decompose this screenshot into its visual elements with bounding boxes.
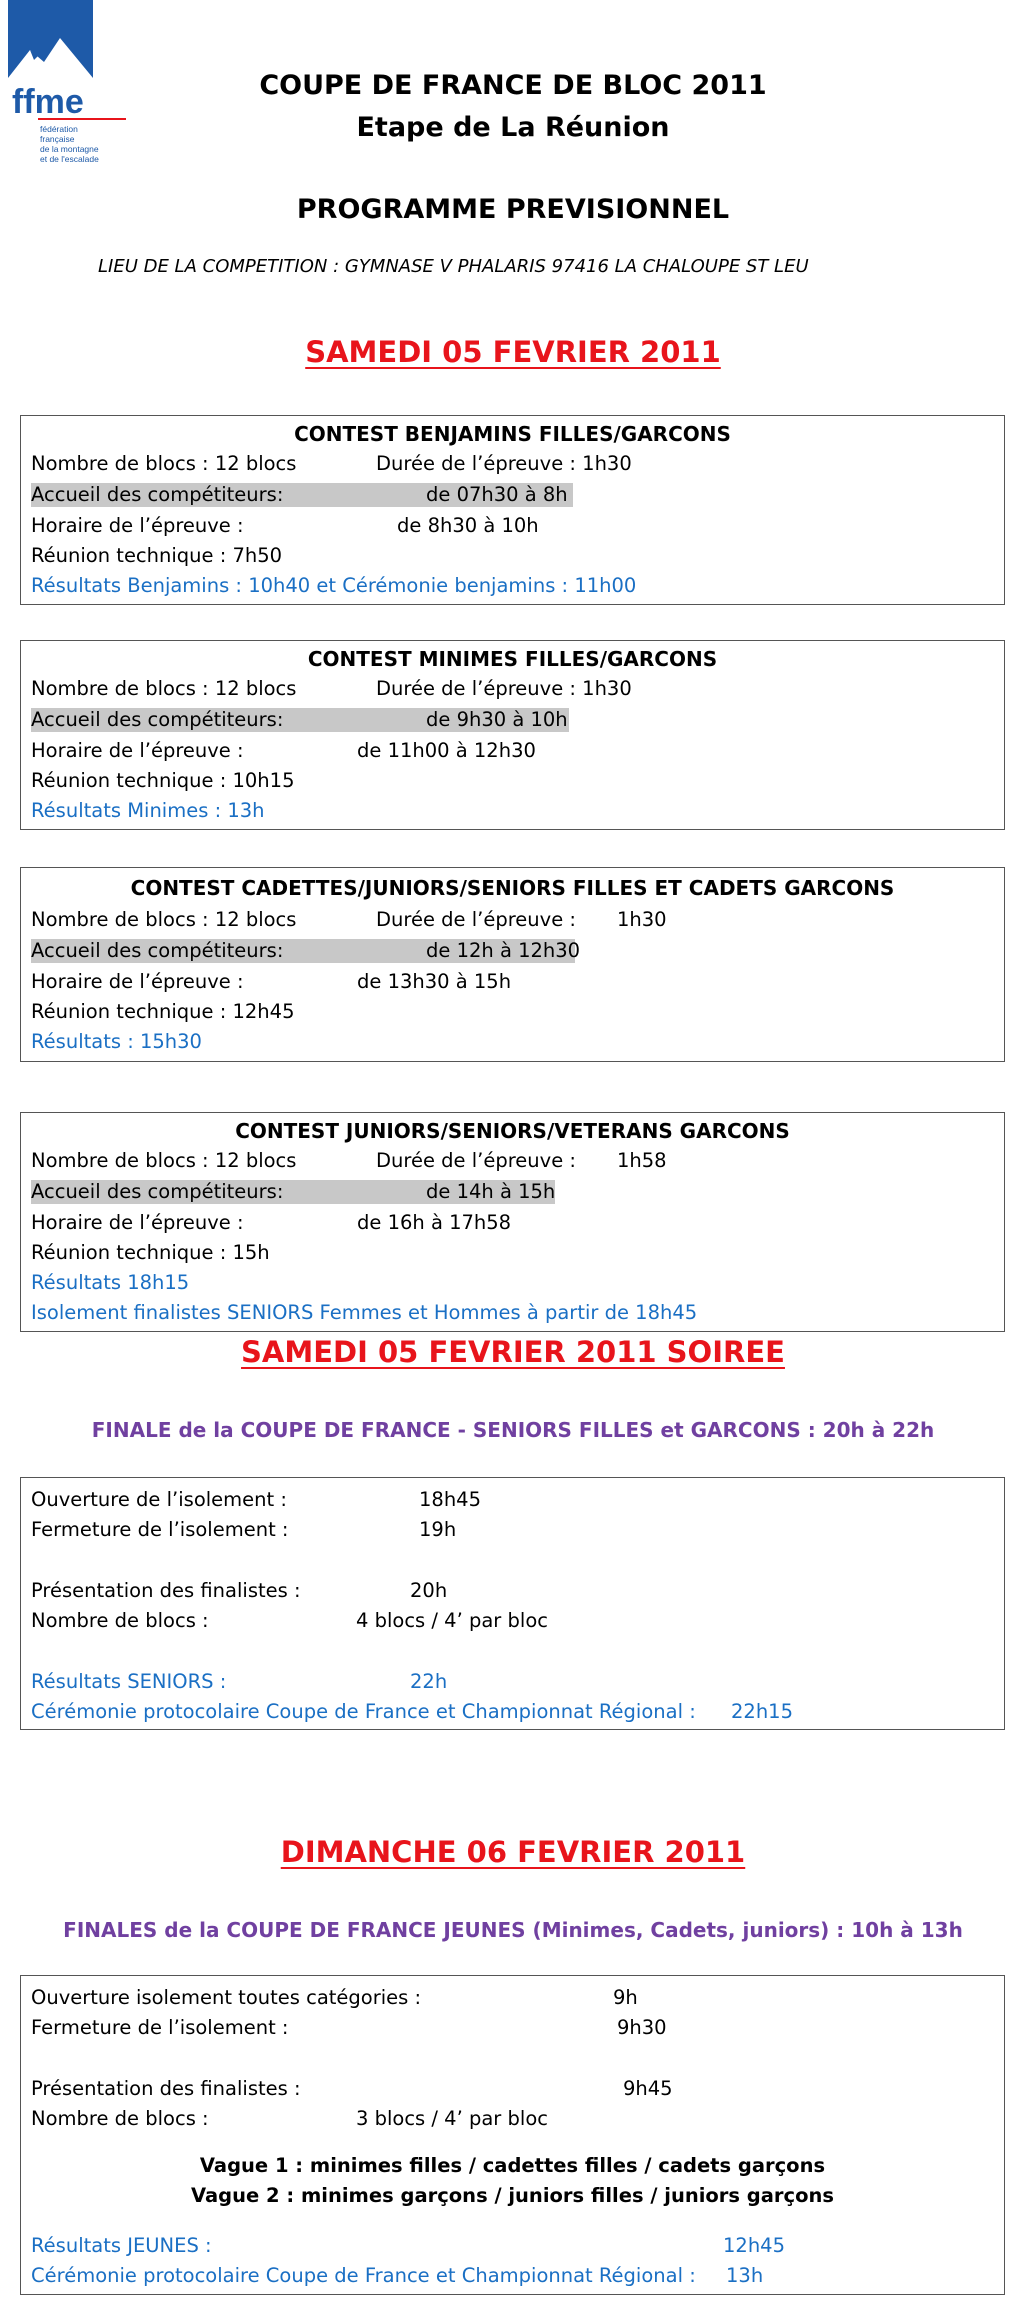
dimanche-box [20, 1975, 1005, 2295]
horaire-time: de 16h à 17h58 [357, 1211, 512, 1234]
contest-box-minimes [20, 640, 1005, 830]
resultats-line: Résultats : 15h30 [31, 1030, 202, 1053]
resultats-line: Résultats Minimes : 13h [31, 799, 265, 822]
horaire-time: de 11h00 à 12h30 [357, 739, 536, 762]
contest-box-cadettes [20, 867, 1005, 1062]
epreuve-duration: Durée de l’épreuve : [376, 908, 576, 931]
ceremonie-label: Cérémonie protocolaire Coupe de France et Championnat Régional : [31, 1700, 696, 1723]
epreuve-duration: Durée de l’épreuve : 1h30 [376, 452, 632, 475]
accueil-time: de 9h30 à 10h [426, 708, 568, 731]
vague-1: Vague 1 : minimes filles / cadettes filles / cadets garçons [199, 2154, 826, 2177]
accueil-time: de 07h30 à 8h [426, 483, 568, 506]
accueil-label: Accueil des compétiteurs: [31, 1180, 284, 1203]
epreuve-duration-value: 1h30 [617, 908, 667, 931]
presentation-label: Présentation des finalistes : [31, 2077, 301, 2100]
logo-line: et de l'escalade [40, 154, 99, 164]
resultats-line: Résultats Benjamins : 10h40 et Cérémonie benjamins : 11h00 [31, 574, 637, 597]
fermeture-time: 19h [419, 1518, 457, 1541]
epreuve-duration: Durée de l’épreuve : 1h30 [376, 677, 632, 700]
logo-line: fédération [40, 124, 78, 134]
resultats-time: 12h45 [723, 2234, 785, 2257]
soiree-box [20, 1477, 1005, 1730]
ceremonie-label: Cérémonie protocolaire Coupe de France et Championnat Régional : [31, 2264, 696, 2287]
contest-title: CONTEST MINIMES FILLES/GARCONS [307, 647, 718, 671]
horaire-label: Horaire de l’épreuve : [31, 970, 244, 993]
ouverture-label: Ouverture de l’isolement : [31, 1488, 287, 1511]
blocs-count: Nombre de blocs : 12 blocs [31, 677, 297, 700]
reunion-technique: Réunion technique : 15h [31, 1241, 270, 1264]
resultats-time: 22h [410, 1670, 448, 1693]
ceremonie-time: 13h [726, 2264, 764, 2287]
logo-line: de la montagne [40, 144, 99, 154]
dimanche-final-heading: FINALES de la COUPE DE FRANCE JEUNES (Minimes, Cadets, juniors) : 10h à 13h [63, 1918, 963, 1942]
day1-heading: SAMEDI 05 FEVRIER 2011 [305, 335, 721, 369]
horaire-label: Horaire de l’épreuve : [31, 514, 244, 537]
fermeture-time: 9h30 [617, 2016, 667, 2039]
contest-title: CONTEST BENJAMINS FILLES/GARCONS [294, 422, 731, 446]
ouverture-time: 18h45 [419, 1488, 481, 1511]
horaire-label: Horaire de l’épreuve : [31, 739, 244, 762]
ouverture-time: 9h [613, 1986, 638, 2009]
page-title: COUPE DE FRANCE DE BLOC 2011 [259, 70, 767, 101]
contest-box-benjamins [20, 415, 1005, 605]
accueil-row [31, 939, 581, 963]
accueil-label: Accueil des compétiteurs: [31, 708, 284, 731]
epreuve-duration: Durée de l’épreuve : [376, 1149, 576, 1172]
soiree-heading: SAMEDI 05 FEVRIER 2011 SOIREE [241, 1335, 785, 1369]
programme-heading: PROGRAMME PREVISIONNEL [296, 194, 730, 225]
ceremonie-time: 22h15 [731, 1700, 793, 1723]
vague-2: Vague 2 : minimes garçons / juniors filles / juniors garçons [191, 2184, 834, 2207]
contest-box-juniors-seniors [20, 1112, 1005, 1332]
blocs-value: 3 blocs / 4’ par bloc [356, 2107, 548, 2130]
accueil-time: de 14h à 15h [426, 1180, 556, 1203]
ouverture-label: Ouverture isolement toutes catégories : [31, 1986, 422, 2009]
horaire-time: de 13h30 à 15h [357, 970, 512, 993]
isolement-line: Isolement finalistes SENIORS Femmes et Hommes à partir de 18h45 [31, 1301, 698, 1324]
blocs-value: 4 blocs / 4’ par bloc [356, 1609, 548, 1632]
contest-title: CONTEST JUNIORS/SENIORS/VETERANS GARCONS [235, 1119, 790, 1143]
resultats-line: Résultats 18h15 [31, 1271, 190, 1294]
horaire-label: Horaire de l’épreuve : [31, 1211, 244, 1234]
fermeture-label: Fermeture de l’isolement : [31, 1518, 289, 1541]
resultats-label: Résultats SENIORS : [31, 1670, 227, 1693]
accueil-row [31, 1180, 555, 1204]
blocs-count: Nombre de blocs : 12 blocs [31, 452, 297, 475]
horaire-time: de 8h30 à 10h [397, 514, 539, 537]
contest-title: CONTEST CADETTES/JUNIORS/SENIORS FILLES ET CADETS GARCONS [130, 876, 895, 900]
presentation-time: 9h45 [623, 2077, 673, 2100]
dimanche-heading: DIMANCHE 06 FEVRIER 2011 [280, 1835, 746, 1869]
presentation-time: 20h [410, 1579, 448, 1602]
presentation-label: Présentation des finalistes : [31, 1579, 301, 1602]
accueil-row [31, 483, 573, 507]
accueil-time: de 12h à 12h30 [426, 939, 581, 962]
reunion-technique: Réunion technique : 7h50 [31, 544, 283, 567]
blocs-count: Nombre de blocs : 12 blocs [31, 908, 297, 931]
accueil-row [31, 708, 569, 732]
logo-line: française [40, 134, 75, 144]
resultats-label: Résultats JEUNES : [31, 2234, 212, 2257]
reunion-technique: Réunion technique : 12h45 [31, 1000, 295, 1023]
accueil-label: Accueil des compétiteurs: [31, 483, 284, 506]
accueil-label: Accueil des compétiteurs: [31, 939, 284, 962]
blocs-label: Nombre de blocs : [31, 2107, 209, 2130]
epreuve-duration-value: 1h58 [617, 1149, 667, 1172]
page-subtitle: Etape de La Réunion [356, 112, 670, 143]
blocs-count: Nombre de blocs : 12 blocs [31, 1149, 297, 1172]
blocs-label: Nombre de blocs : [31, 1609, 209, 1632]
soiree-final-heading: FINALE de la COUPE DE FRANCE - SENIORS FILLES et GARCONS : 20h à 22h [91, 1418, 935, 1442]
reunion-technique: Réunion technique : 10h15 [31, 769, 295, 792]
logo-brand: ffme [12, 83, 84, 121]
competition-location: LIEU DE LA COMPETITION : GYMNASE V PHALARIS 97416 LA CHALOUPE ST LEU [98, 256, 809, 277]
fermeture-label: Fermeture de l’isolement : [31, 2016, 289, 2039]
